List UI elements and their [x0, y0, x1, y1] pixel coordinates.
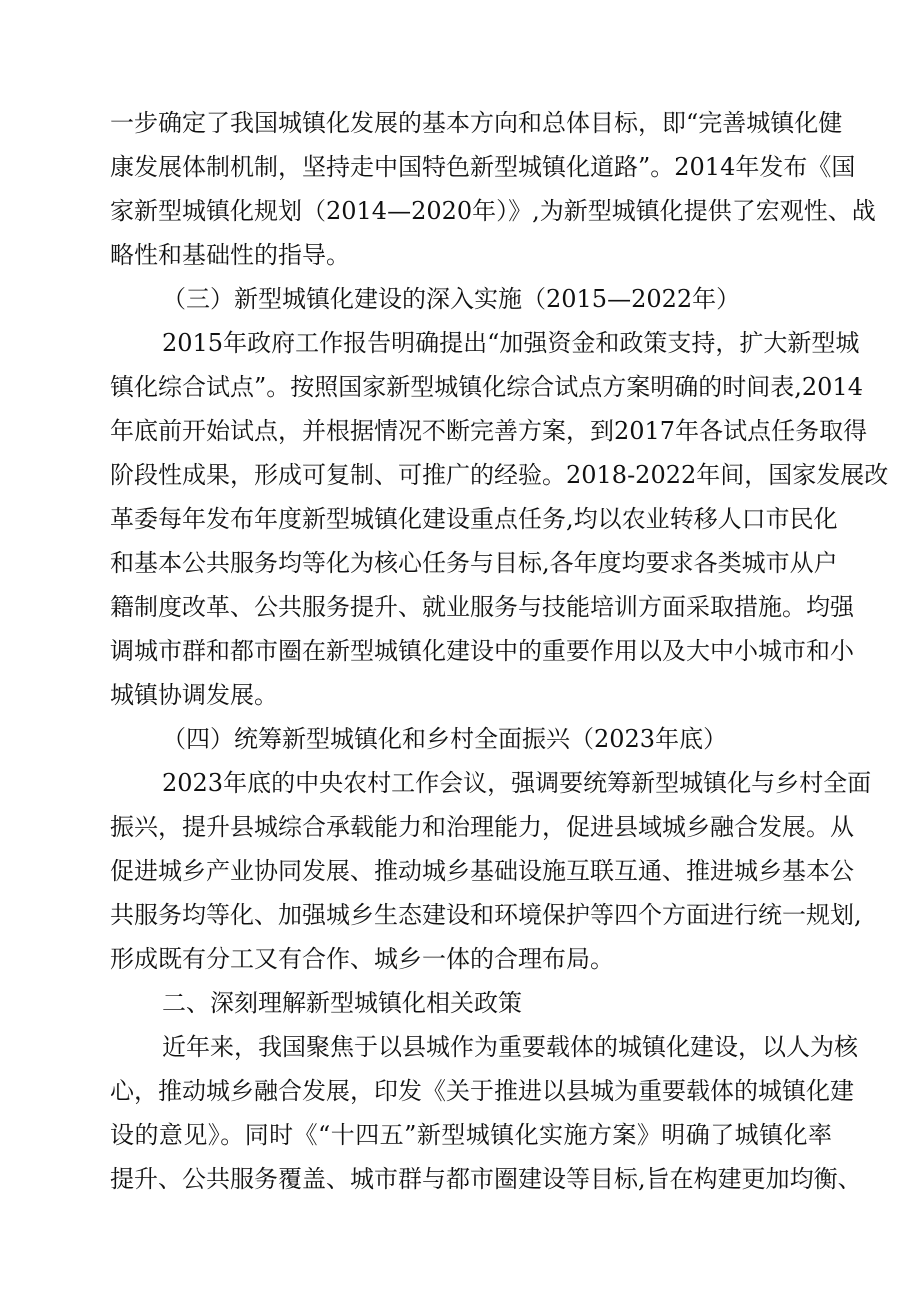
- body-line: 阶段性成果，形成可复制、可推广的经验。2018-2022年间，国家发展改: [110, 461, 889, 489]
- body-line: 镇化综合试点”。按照国家新型城镇化综合试点方案明确的时间表,2014: [110, 373, 863, 401]
- body-line: 和基本公共服务均等化为核心任务与目标,各年度均要求各类城市从户: [110, 549, 838, 577]
- body-line: 2023年底的中央农村工作会议，强调要统筹新型城镇化与乡村全面: [162, 769, 872, 797]
- body-line: 调城市群和都市圈在新型城镇化建设中的重要作用以及大中小城市和小: [110, 637, 854, 665]
- body-line: 提升、公共服务覆盖、城市群与都市圈建设等目标,旨在构建更加均衡、: [110, 1165, 862, 1193]
- body-line: 设的意见》。同时《“十四五”新型城镇化实施方案》明确了城镇化率: [110, 1121, 832, 1149]
- body-line: 年底前开始试点，并根据情况不断完善方案，到2017年各试点任务取得: [110, 417, 868, 445]
- body-line: 家新型城镇化规划（2014—2020年）》,为新型城镇化提供了宏观性、战: [110, 197, 876, 225]
- body-line: 近年来，我国聚焦于以县城作为重要载体的城镇化建设，以人为核: [162, 1033, 858, 1061]
- document-body: [110, 101, 889, 1201]
- body-line: 形成既有分工又有合作、城乡一体的合理布局。: [110, 945, 614, 973]
- body-line: 略性和基础性的指导。: [110, 241, 350, 269]
- body-line: 一步确定了我国城镇化发展的基本方向和总体目标，即“完善城镇化健: [110, 109, 843, 137]
- body-line: 革委每年发布年度新型城镇化建设重点任务,均以农业转移人口市民化: [110, 505, 838, 533]
- body-line: 康发展体制机制，坚持走中国特色新型城镇化道路”。2014年发布《国: [110, 153, 856, 181]
- body-line: 共服务均等化、加强城乡生态建设和环境保护等四个方面进行统一规划,: [110, 901, 862, 929]
- body-line: 心，推动城乡融合发展，印发《关于推进以县城为重要载体的城镇化建: [110, 1077, 854, 1105]
- body-line: 城镇协调发展。: [110, 681, 278, 709]
- body-line: 籍制度改革、公共服务提升、就业服务与技能培训方面采取措施。均强: [110, 593, 854, 621]
- body-line: 促进城乡产业协同发展、推动城乡基础设施互联互通、推进城乡基本公: [110, 857, 854, 885]
- chapter-heading-2: 二、深刻理解新型城镇化相关政策: [162, 989, 522, 1017]
- section-heading-3: （三）新型城镇化建设的深入实施（2015—2022年）: [162, 285, 741, 313]
- section-heading-4: （四）统筹新型城镇化和乡村全面振兴（2023年底）: [162, 725, 728, 753]
- body-line: 2015年政府工作报告明确提出“加强资金和政策支持，扩大新型城: [162, 329, 860, 357]
- body-line: 振兴，提升县城综合承载能力和治理能力，促进县域城乡融合发展。从: [110, 813, 854, 841]
